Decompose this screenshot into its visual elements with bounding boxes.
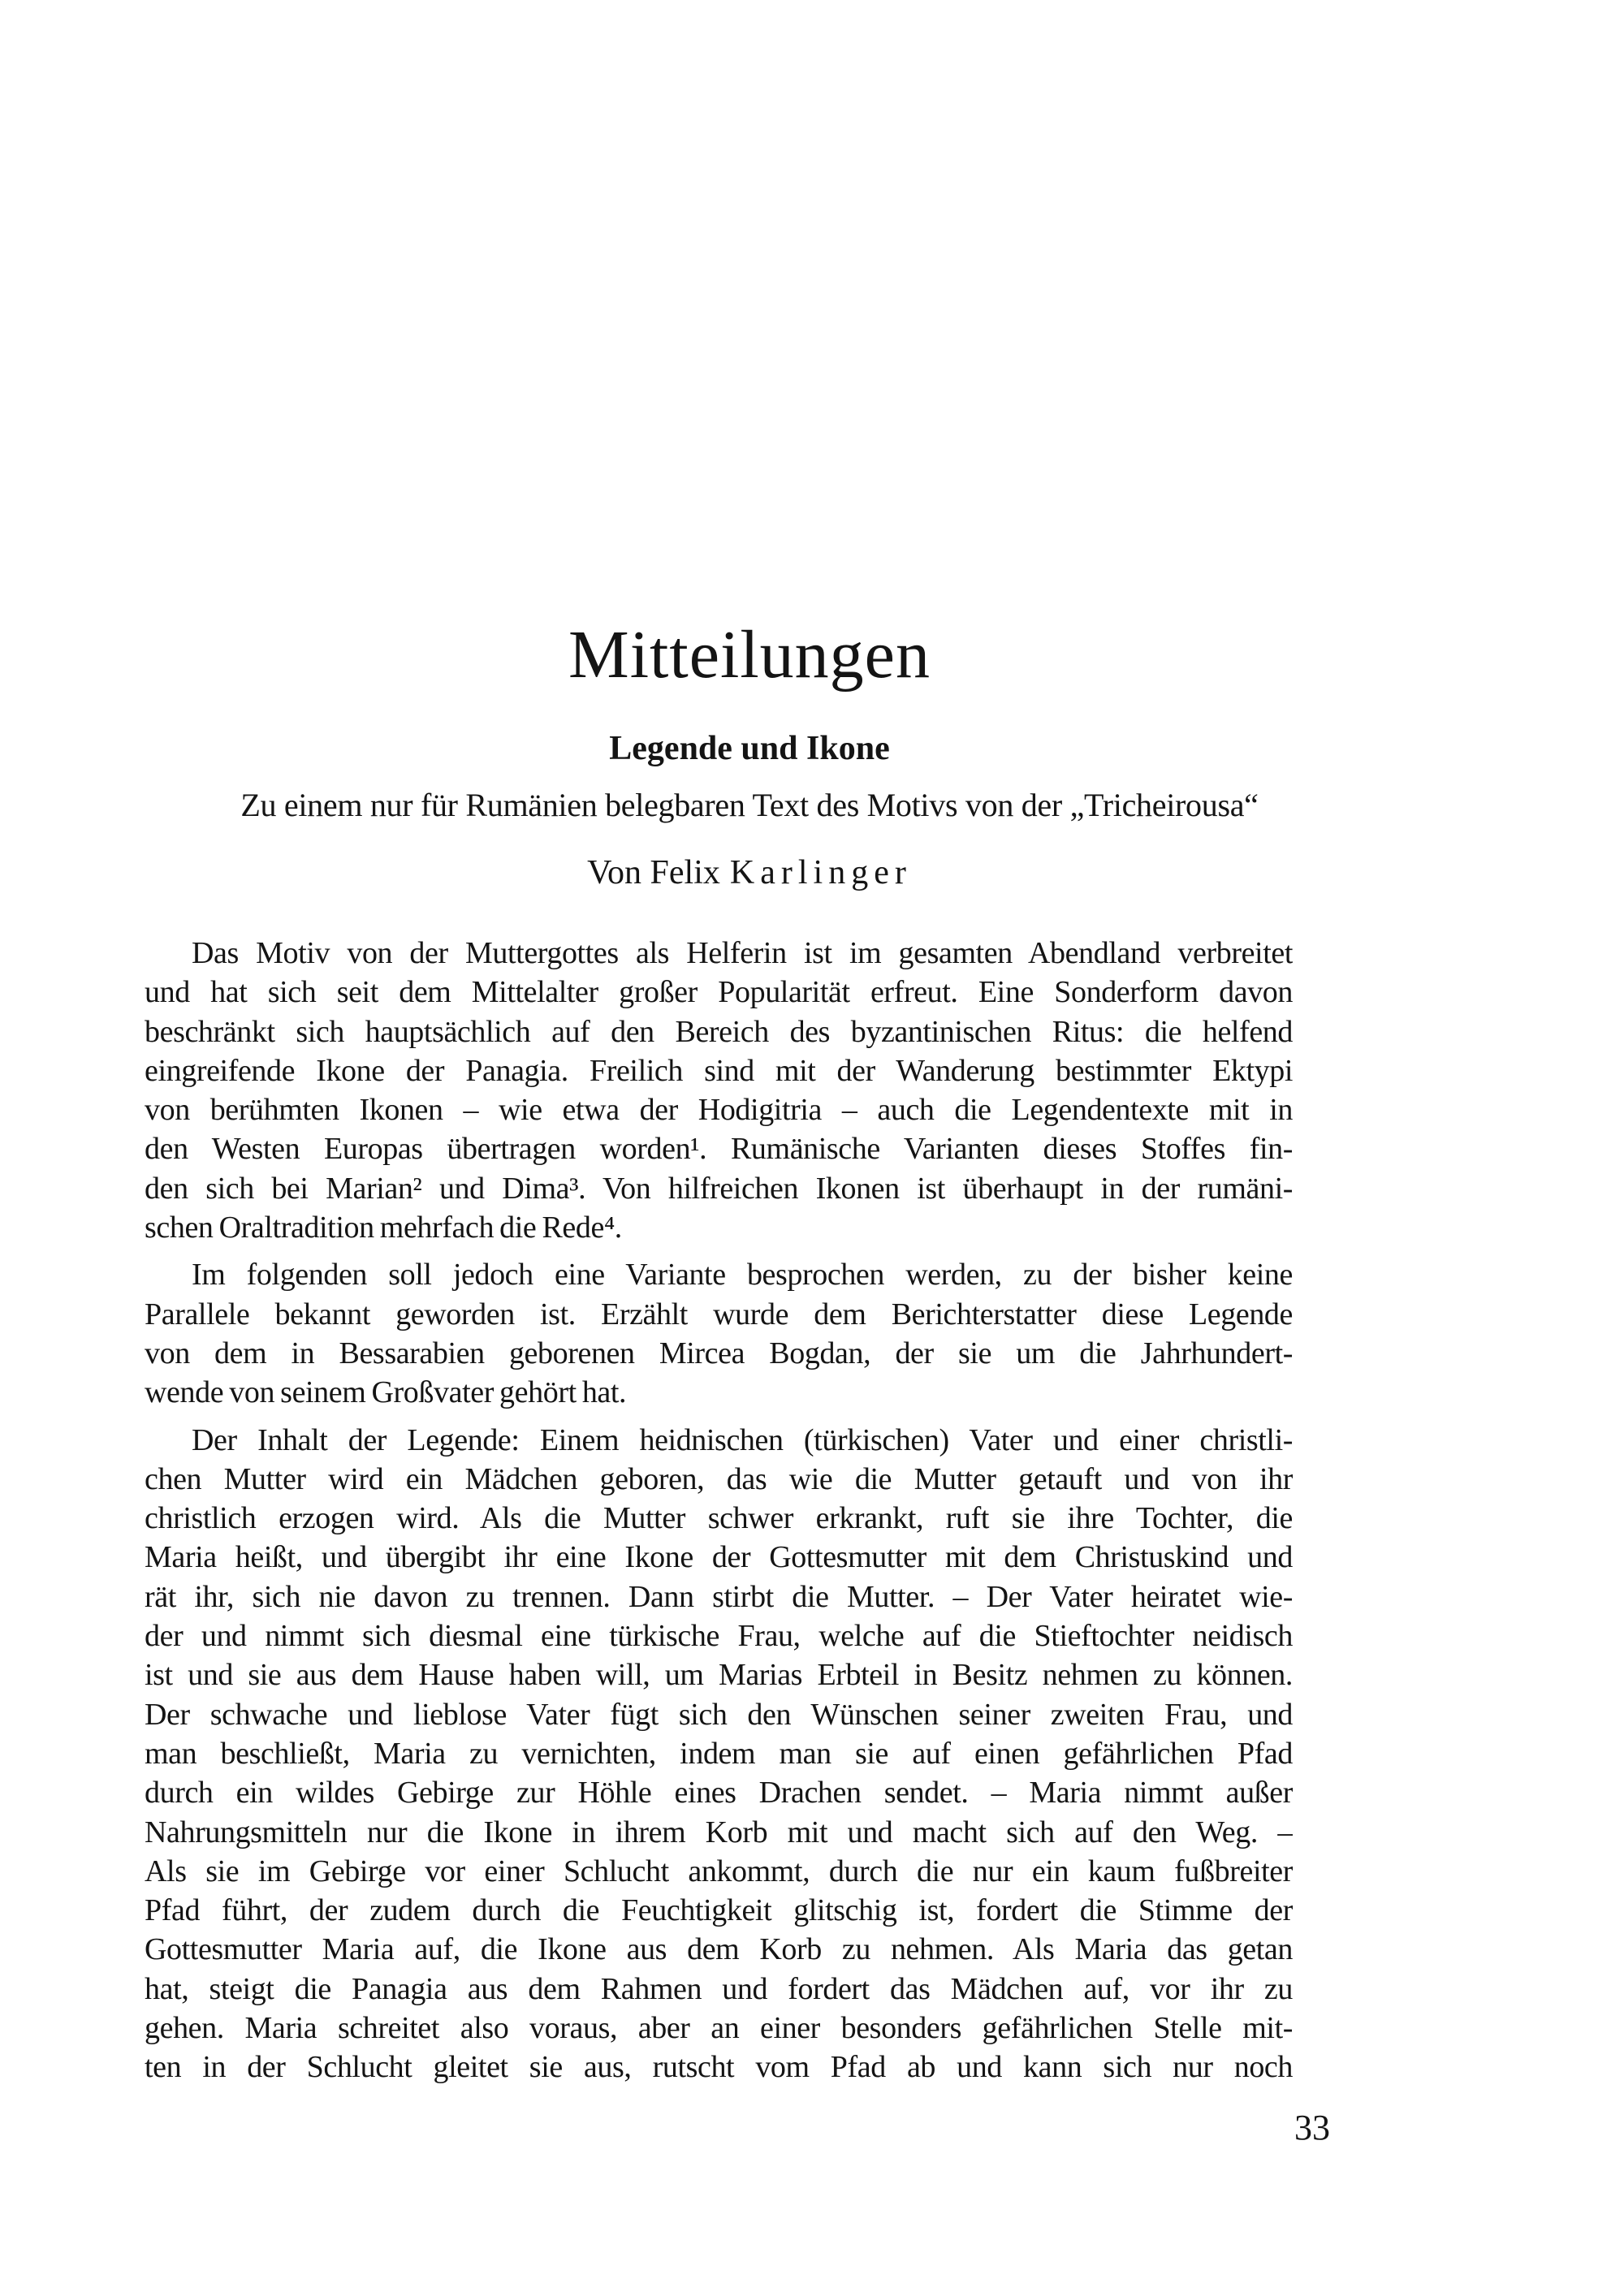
text-line: wende von seinem Großvater gehört hat. [145, 1375, 627, 1410]
text-line: den sich bei Marian² und Dima³. Von hilfreichen Ikonen ist überhaupt in der rumäni- [145, 1171, 1293, 1206]
article-subtitle: Zu einem nur für Rumänien belegbaren Text des Motivs von der „Tricheirousa“ [240, 787, 1259, 823]
text-line: durch ein wildes Gebirge zur Höhle eines Drachen sendet. – Maria nimmt außer [145, 1776, 1293, 1810]
text-line: Nahrungsmitteln nur die Ikone in ihrem Korb mit und macht sich auf den Weg. – [145, 1815, 1293, 1849]
text-line: christlich erzogen wird. Als die Mutter schwer erkrankt, ruft sie ihre Tochter, die [145, 1501, 1293, 1536]
text-line: von dem in Bessarabien geborenen Mircea Bogdan, der sie um die Jahrhundert- [145, 1336, 1293, 1370]
text-line: eingreifende Ikone der Panagia. Freilich sind mit der Wanderung bestimmter Ektypi [145, 1053, 1293, 1088]
text-line: schen Oraltradition mehrfach die Rede⁴. [145, 1211, 622, 1245]
text-line: chen Mutter wird ein Mädchen geboren, das wie die Mutter getauft und von ihr [145, 1461, 1293, 1496]
text-line: den Westen Europas übertragen worden¹. Rumänische Varianten dieses Stoffes fin- [145, 1132, 1293, 1167]
text-line: Der schwache und lieblose Vater fügt sich den Wünschen seiner zweiten Frau, und [145, 1697, 1293, 1732]
paragraph [145, 1421, 1293, 2087]
text-line: rät ihr, sich nie davon zu trennen. Dann stirbt die Mutter. – Der Vater heiratet wie- [145, 1579, 1293, 1614]
body-text [145, 934, 1293, 2087]
page-number: 33 [1294, 2108, 1330, 2147]
page-title: Mitteilungen [568, 617, 931, 693]
text-line: ten in der Schlucht gleitet sie aus, rutscht vom Pfad ab und kann sich nur noch [145, 2050, 1293, 2085]
text-line: hat, steigt die Panagia aus dem Rahmen und fordert das Mädchen auf, vor ihr zu [145, 1971, 1293, 2006]
text-line: man beschließt, Maria zu vernichten, indem man sie auf einen gefährlichen Pfad [145, 1736, 1293, 1771]
text-line: Der Inhalt der Legende: Einem heidnischen (türkischen) Vater und einer christli- [192, 1422, 1293, 1457]
text-line: Pfad führt, der zudem durch die Feuchtigkeit glitschig ist, fordert die Stimme der [145, 1893, 1293, 1928]
text-line: der und nimmt sich diesmal eine türkische Frau, welche auf die Stieftochter neidisch [145, 1619, 1293, 1654]
text-line: Parallele bekannt geworden ist. Erzählt wurde dem Berichterstatter diese Legende [145, 1297, 1293, 1331]
paragraph [145, 934, 1293, 1247]
paragraph [145, 1255, 1293, 1412]
text-line: von berühmten Ikonen – wie etwa der Hodigitria – auch die Legendentexte mit in [145, 1093, 1293, 1128]
byline-surname: Karlinger [729, 854, 912, 891]
byline-prefix: Von Felix [587, 854, 720, 891]
text-line: beschränkt sich hauptsächlich auf den Bereich des byzantinischen Ritus: die helfend [145, 1014, 1293, 1049]
text-line: Im folgenden soll jedoch eine Variante besprochen werden, zu der bisher keine [192, 1258, 1293, 1293]
article-heading: Legende und Ikone [609, 730, 890, 767]
text-line: Gottesmutter Maria auf, die Ikone aus dem Korb zu nehmen. Als Maria das getan [145, 1932, 1293, 1967]
text-line: Das Motiv von der Muttergottes als Helferin ist im gesamten Abendland verbreitet [192, 936, 1293, 970]
text-line: ist und sie aus dem Hause haben will, um Marias Erbteil in Besitz nehmen zu können. [145, 1658, 1293, 1693]
text-line: Maria heißt, und übergibt ihr eine Ikone der Gottesmutter mit dem Christuskind und [145, 1540, 1293, 1575]
text-line: gehen. Maria schreitet also voraus, aber an einer besonders gefährlichen Stelle mit- [145, 2011, 1293, 2046]
text-line: Als sie im Gebirge vor einer Schlucht ankommt, durch die nur ein kaum fußbreiter [145, 1854, 1293, 1888]
byline [175, 853, 1324, 892]
text-line: und hat sich seit dem Mittelalter großer Popularität erfreut. Eine Sonderform davon [145, 975, 1293, 1010]
